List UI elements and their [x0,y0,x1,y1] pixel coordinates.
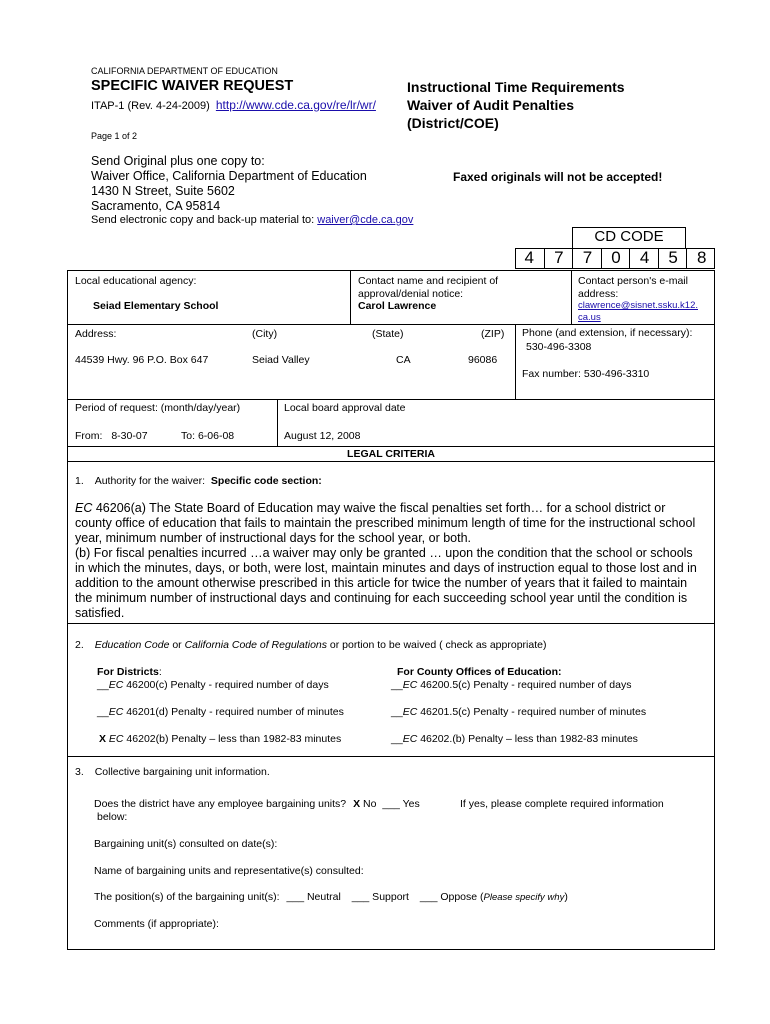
state-label: (State) [372,328,404,340]
coe-option-2[interactable] [391,706,646,718]
bargaining-position [94,891,568,903]
coe-heading: For County Offices of Education: [397,666,562,678]
mailing-line-1: Send Original plus one copy to: [91,154,265,168]
period-label: Period of request: (month/day/year) [75,402,241,414]
section-3-number: 3. [75,766,84,778]
email-value[interactable] [578,300,698,324]
bargaining-units-question-text: Does the district have any employee bargaining units? [94,798,347,810]
section-1-paragraph [75,501,705,621]
coe-option-3-text: 46202.(b) Penalty – less than 1982-83 minutes [417,733,638,745]
cd-code-digit: 7 [544,248,574,268]
period-to [181,430,234,442]
district-option-1[interactable] [97,679,329,691]
bargaining-no-label[interactable]: No [360,798,377,810]
position-oppose[interactable] [420,891,568,903]
mailing-line-4: Sacramento, CA 95814 [91,199,221,213]
mailing-line-2: Waiver Office, California Department of Education [91,169,367,183]
district-option-1-mark: __ [97,679,109,691]
to-value: 6-06-08 [197,430,235,442]
coe-option-1[interactable] [391,679,631,691]
cd-code-digit: 0 [601,248,631,268]
bargaining-no-mark[interactable]: X [353,798,361,810]
section-1-code-label: Specific code section: [210,475,322,487]
agency-value: Seiad Elementary School [93,300,219,312]
form-id: ITAP-1 (Rev. 4-24-2009) [91,100,210,112]
page-number: Page 1 of 2 [91,131,138,141]
coe-option-2-text: 46201.5(c) Penalty - required number of minutes [417,706,647,718]
legal-criteria-heading: LEGAL CRITERIA [347,448,435,460]
cd-code-digit: 8 [686,248,716,268]
cd-code-digit: 4 [629,248,659,268]
districts-colon: : [158,666,162,678]
cd-code-digit: 5 [658,248,688,268]
address-label: Address: [75,328,117,340]
section-3-text: Collective bargaining unit information. [94,766,270,778]
district-option-3-ec: EC [108,733,124,745]
section-1-text: Authority for the waiver: [94,475,205,487]
cd-code-digit: 4 [524,248,535,267]
contact-value: Carol Lawrence [358,300,437,312]
coe-option-3-mark: __ [391,733,403,745]
coe-option-3-ec: EC [402,733,418,745]
district-option-2[interactable] [97,706,344,718]
coe-option-1-mark: __ [391,679,403,691]
section-1-para-b: (b) For fiscal penalties incurred …a waiver may only be granted … upon the condition that the school or schools in which the minutes, days, or both, were lost, maintain minutes and days of instruction equal to those lost and in addition to the amount otherwise prescribed in this article for twice the number of years that it failed to maintain the minimum number of instructional days and continuing for each succeeding school year until the condition is satisfied. [75,546,697,620]
district-option-1-text: 46200(c) Penalty - required number of days [123,679,329,691]
document-title [407,78,625,132]
form-title: SPECIFIC WAIVER REQUEST [91,78,294,94]
fax-line [522,368,649,380]
coe-option-2-mark: __ [391,706,403,718]
districts-label: For Districts [97,666,159,678]
email-value-line-2[interactable]: ca.us [578,312,601,323]
email-label [578,275,688,301]
zip-label: (ZIP) [481,328,505,340]
bargaining-names-field[interactable]: Name of bargaining units and representative(s) consulted: [94,865,364,877]
electronic-copy-line [91,214,413,226]
district-option-1-ec: EC [108,679,124,691]
district-option-3-mark: X [99,733,109,745]
department-name: CALIFORNIA DEPARTMENT OF EDUCATION [91,66,278,76]
district-option-2-ec: EC [108,706,124,718]
mailing-address [91,154,367,214]
board-approval-label: Local board approval date [284,402,406,414]
district-option-3[interactable] [99,733,341,745]
phone-value: 530-496-3308 [526,341,592,353]
districts-heading [97,666,162,678]
board-approval-date: August 12, 2008 [284,430,361,442]
email-value-line-1[interactable]: clawrence@sisnet.ssku.k12. [578,300,698,311]
title-line-3: (District/COE) [407,115,499,131]
form-id-line [91,98,376,112]
section-3-header [75,766,270,778]
section-2-number: 2. [75,639,84,651]
street-value: 44539 Hwy. 96 P.O. Box 647 [75,354,209,366]
district-option-3-text: 46202(b) Penalty – less than 1982-83 minutes [123,733,342,745]
comments-field[interactable]: Comments (if appropriate): [94,918,219,930]
fax-label: Fax number: [522,368,581,380]
bargaining-units-question [94,798,420,810]
contact-label-line-1: Contact name and recipient of [358,275,499,287]
position-neutral[interactable]: ___ Neutral [286,891,341,903]
section-2-ec: Education Code [94,639,170,651]
coe-option-1-text: 46200.5(c) Penalty - required number of days [417,679,632,691]
contact-label [358,275,498,301]
position-close: ) [564,891,568,903]
city-label: (City) [252,328,278,340]
fax-value: 530-496-3310 [583,368,650,380]
to-label: To: [181,430,196,442]
fax-notice: Faxed originals will not be accepted! [453,170,663,184]
waiver-email-link[interactable]: waiver@cde.ca.gov [317,214,414,226]
bargaining-yes[interactable]: ___ Yes [382,798,420,810]
position-oppose-label: ___ Oppose ( [419,891,484,903]
city-value: Seiad Valley [252,354,310,366]
coe-option-3[interactable] [391,733,638,745]
section-2-ccr: California Code of Regulations [184,639,328,651]
title-line-1: Instructional Time Requirements [407,79,625,95]
phone-label: Phone (and extension, if necessary): [522,327,693,339]
section-2-header [75,639,546,651]
section-1-number: 1. [75,475,84,487]
from-label: From: [75,430,103,442]
district-option-2-mark: __ [97,706,109,718]
section-2-or: or [169,639,185,651]
bargaining-below: below: [97,811,128,823]
cd-code-label: CD CODE [594,228,664,245]
from-value: 8-30-07 [111,430,148,442]
section-2-rest: or portion to be waived ( check as appropriate) [327,639,547,651]
position-specify: Please specify why [483,892,565,903]
bargaining-position-label: The position(s) of the bargaining unit(s): [94,891,280,903]
mailing-line-3: 1430 N Street, Suite 5602 [91,184,235,198]
form-url-link[interactable]: http://www.cde.ca.gov/re/lr/wr/ [215,98,376,112]
electronic-copy-label: Send electronic copy and back-up material to: [91,214,315,226]
agency-label: Local educational agency: [75,275,197,287]
coe-option-2-ec: EC [402,706,418,718]
state-value: CA [396,354,411,366]
contact-label-line-2: approval/denial notice: [358,288,464,300]
email-label-line-2: address: [578,288,619,300]
section-1-ec: EC [75,501,93,515]
section-1-header [75,475,322,487]
bargaining-dates-field[interactable]: Bargaining unit(s) consulted on date(s): [94,838,278,850]
zip-value: 96086 [468,354,498,366]
position-support[interactable]: ___ Support [351,891,409,903]
bargaining-followup: If yes, please complete required information [460,798,664,810]
section-1-para-a: 46206(a) The State Board of Education may waive the fiscal penalties set forth… for a school district or county office of education that fails to maintain the prescribed minimum length of time for the instructional school year, minimum number of instructional days for the school year, or both. [75,501,696,545]
email-label-line-1: Contact person's e-mail [578,275,688,287]
district-option-2-text: 46201(d) Penalty - required number of minutes [123,706,344,718]
title-line-2: Waiver of Audit Penalties [407,97,574,113]
cd-code-digit: 7 [572,248,602,268]
coe-option-1-ec: EC [402,679,418,691]
period-from [75,430,148,442]
